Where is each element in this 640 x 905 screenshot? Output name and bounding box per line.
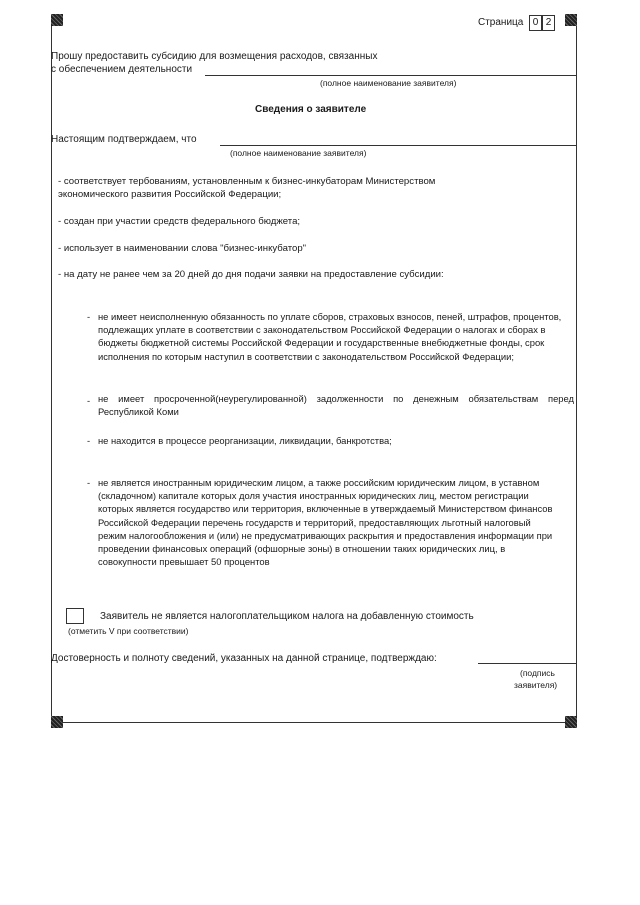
page-digit-1: 0 xyxy=(529,15,542,31)
request-line-2: с обеспечением деятельности xyxy=(51,64,193,75)
signature-line xyxy=(478,663,576,664)
registration-mark-top-right xyxy=(565,14,577,26)
requirement-name-usage: - использует в наименовании слова "бизнес-инкубатор" xyxy=(58,243,307,254)
requirement-incubator: - соответствует тербованиям, установленным к бизнес-инкубаторам Министерством экономического развития Российской Федерации; xyxy=(58,176,436,201)
vat-note: (отметить V при соответствии) xyxy=(68,626,189,636)
confirm-name-caption: (полное наименование заявителя) xyxy=(230,148,367,158)
requirement-federal-budget: - создан при участии средств федерального бюджета; xyxy=(58,216,301,227)
page-label: Страница xyxy=(478,17,524,28)
sub-item-dash: - xyxy=(87,435,91,446)
page-digit-2: 2 xyxy=(542,15,555,31)
confirmation-statement: Достоверность и полноту сведений, указанных на данной странице, подтверждаю: xyxy=(51,653,437,664)
sub-item-no-tax-debt: не имеет неисполненную обязанность по уплате сборов, страховых взносов, пеней, штрафов, процентов, подлежащих уплате в соответствии с законодательством Российской Федерации о налогах и сборах в бюджеты бюджетной системы Российской Федерации и государственные внебюджетные фонды, срок исполнения по которым наступил в соответствии с законодательством Российской Федерации; xyxy=(98,311,562,362)
registration-mark-top-left xyxy=(51,14,63,26)
confirm-label: Настоящим подтверждаем, что xyxy=(51,134,197,145)
signature-caption-line-2: заявителя) xyxy=(514,680,558,690)
vat-statement: Заявитель не является налогоплательщиком налога на добавленную стоимость xyxy=(100,611,474,622)
sub-item-not-foreign-entity: не является иностранным юридическим лицом, а также российским юридическим лицом, в уставном (складочном) капитале которых доля участия иностранных юридических лиц, местом регистрации которых является государство или территория, включенные в утверждаемый Министерством финансов Российской Федерации перечень государств и территорий, предоставляющих льготный налоговый режим налогообложения и (или) не предусматривающих раскрытия и предоставления информации при проведении финансовых операций (офшорные зоны) в отношении таких юридических лиц, в совокупности превышает 50 процентов xyxy=(98,477,553,568)
registration-mark-bottom-left xyxy=(51,716,63,728)
confirm-name-line xyxy=(220,145,576,146)
vat-checkbox[interactable] xyxy=(66,608,84,624)
applicant-name-caption: (полное наименование заявителя) xyxy=(320,78,457,88)
sub-item-no-overdue-debt: не имеет просроченной(неурегулированной) задолженности по денежным обязательствам перед Республикой Коми xyxy=(98,393,574,418)
section-title: Сведения о заявителе xyxy=(255,104,367,115)
frame-bottom xyxy=(63,722,565,723)
applicant-name-line xyxy=(205,75,576,76)
requirement-date-condition: - на дату не ранее чем за 20 дней до дня подачи заявки на предоставление субсидии: xyxy=(58,269,444,280)
sub-item-dash: - xyxy=(87,311,91,322)
sub-item-no-reorganization: не находится в процессе реорганизации, ликвидации, банкротства; xyxy=(98,435,392,446)
sub-item-dash: - xyxy=(87,477,91,488)
frame-right xyxy=(576,26,577,716)
registration-mark-bottom-right xyxy=(565,716,577,728)
sub-item-dash: - xyxy=(87,395,91,406)
request-line-1: Прошу предоставить субсидию для возмещения расходов, связанных xyxy=(51,51,378,62)
frame-left xyxy=(51,26,52,716)
signature-caption-line-1: (подпись xyxy=(520,668,555,678)
